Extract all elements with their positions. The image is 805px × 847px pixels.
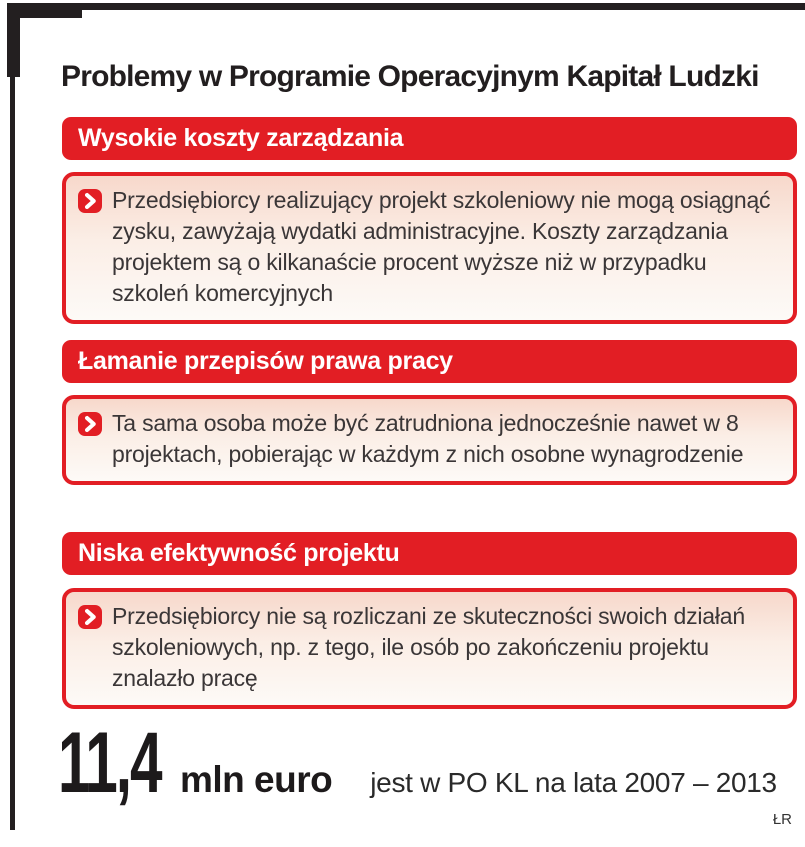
section-header-lamanie-przepisow — [62, 340, 797, 383]
section-header-niska-efektywnosc — [62, 532, 797, 575]
stat-unit: mln euro — [180, 759, 333, 800]
section-note-lamanie-przepisow — [62, 395, 797, 485]
section-header-label: Łamanie przepisów prawa pracy — [78, 347, 453, 375]
stat-caption: jest w PO KL na lata 2007 – 2013 — [370, 767, 777, 798]
section-header-wysokie-koszty — [62, 117, 797, 160]
section-note-text: Przedsiębiorcy realizujący projekt szkoleniowy nie mogą osiągnąć zysku, zawyżają wydatki administracyjne. Koszty zarządzania projektem są o kilkanaście procent wyższe niż w przypadku szkoleń komercyjnych — [112, 187, 771, 306]
section-note-wysokie-koszty — [62, 172, 797, 324]
section-note-niska-efektywnosc — [62, 588, 797, 709]
author-initials: ŁR — [772, 811, 792, 828]
chevron-right-icon — [78, 189, 102, 213]
frame-top-rule — [7, 3, 805, 10]
section-header-label: Wysokie koszty zarządzania — [78, 124, 404, 152]
stat-value-wrap — [58, 715, 180, 811]
frame-side-rule — [10, 77, 15, 830]
stat-value: 11,4 — [58, 715, 161, 811]
chevron-right-icon — [78, 605, 102, 629]
section-header-label: Niska efektywność projektu — [78, 539, 400, 567]
page-title: Problemy w Programie Operacyjnym Kapitał Ludzki — [61, 60, 759, 93]
frame-corner-bar — [7, 3, 20, 77]
budget-stat — [58, 715, 798, 811]
frame-top-thick-segment — [20, 3, 82, 18]
chevron-right-icon — [78, 412, 102, 436]
section-note-text: Przedsiębiorcy nie są rozliczani ze skuteczności swoich działań szkoleniowych, np. z tego, ile osób po zakończeniu projektu znalazło pracę — [112, 603, 745, 691]
section-note-text: Ta sama osoba może być zatrudniona jednocześnie nawet w 8 projektach, pobierając w każdym z nich osobne wynagrodzenie — [112, 410, 744, 467]
